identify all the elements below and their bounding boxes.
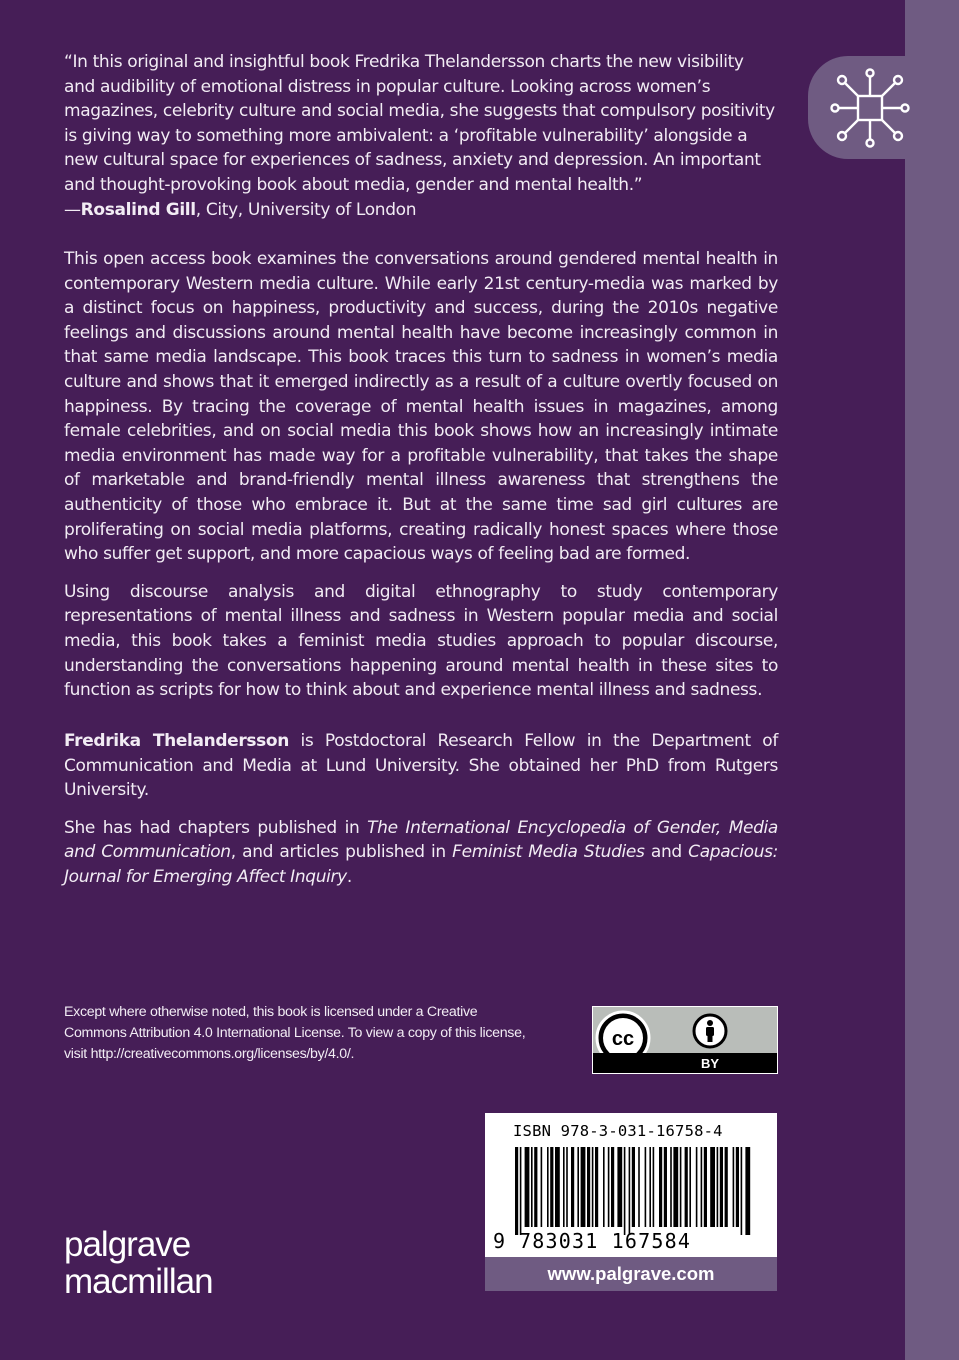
barcode-bar	[717, 1147, 719, 1227]
barcode-bar	[566, 1147, 568, 1227]
creative-commons-icon	[597, 1012, 649, 1053]
barcode-bar	[741, 1147, 743, 1235]
barcode-bar	[515, 1147, 518, 1235]
barcode-bar	[670, 1147, 672, 1227]
barcode-bar	[608, 1147, 610, 1227]
barcode-bar	[595, 1147, 598, 1227]
barcode-bar	[581, 1147, 586, 1227]
author-bio-paragraph	[64, 729, 778, 803]
description-paragraph-2: Using discourse analysis and digital ethnography to study contemporary representations of mental illness and sadness in Western popular media and social media, this book takes a feminist media studies approach to popular discourse, understanding the conversations happening around mental health in these sites to function as scripts for how to think about and experience mental illness and sadness.	[64, 581, 778, 701]
barcode-bar	[563, 1147, 565, 1227]
barcode-bar	[571, 1147, 574, 1227]
barcode-bar	[547, 1147, 549, 1227]
pub-mid-1: , and articles published in	[230, 842, 453, 863]
barcode-bar	[673, 1147, 678, 1227]
author-bio-text: is Postdoctoral Research Fellow in the Department of Communication and Media at Lund University. She obtained her PhD from Rutgers University.	[64, 731, 778, 801]
barcode-bar	[525, 1147, 530, 1227]
barcode-bar	[550, 1147, 553, 1227]
barcode-bar	[733, 1147, 735, 1227]
barcode-bar	[645, 1147, 647, 1227]
barcode-bar	[664, 1147, 667, 1227]
barcode-bar	[587, 1147, 590, 1227]
pub-title-encyclopedia: The International Encyclopedia of Gender, Media and Communication	[64, 817, 778, 863]
publisher-badge	[808, 56, 959, 159]
barcode-bar	[577, 1147, 579, 1227]
author-name: Fredrika Thelandersson	[64, 731, 290, 751]
barcode-bar	[685, 1147, 688, 1227]
author-publications	[64, 816, 778, 890]
pub-mid-2: and	[644, 842, 689, 863]
barcode-bar	[659, 1147, 662, 1227]
barcode-bar	[680, 1147, 682, 1227]
barcode-bar	[720, 1147, 723, 1227]
isbn-barcode	[485, 1113, 777, 1257]
quote-text: “In this original and insightful book Fredrika Thelandersson charts the new visibility and audibility of emotional distress in popular culture. Looking across women’s magazines, celebrity culture and social media, she suggests that compulsory positivity is giving way to something more ambivalent: a ‘profitable vulnerability’ alongside a new cultural space for experiences of sadness, anxiety and depression. An important and thought-provoking book about media, gender and mental health.”	[64, 52, 775, 195]
quote-endorser	[64, 198, 778, 223]
barcode-bar	[696, 1147, 698, 1227]
endorsement-quote	[64, 50, 778, 222]
barcode-bar	[603, 1147, 605, 1227]
barcode-bar	[649, 1147, 651, 1227]
pub-title-feminist-media-studies: Feminist Media Studies	[452, 842, 645, 863]
barcode-bar	[725, 1147, 728, 1227]
pub-title-capacious: Capacious: Journal for Emerging Affect Inquiry	[64, 842, 778, 887]
description-paragraph-1: This open access book examines the conversations around gendered mental health in contemporary Western media culture. While early 21st century-media was marked by a distinct focus on happiness, productivity and success, during the 2010s negative feelings and discussions around mental health have become increasingly common in that same media landscape. This book traces this turn to sadness in women’s media culture and shows that it emerged indirectly as a result of a culture overtly focused on happiness. By tracing the coverage of mental health issues in magazines, among female celebrities, and on social media this book shows how an increasingly intimate media environment has made way for a profitable vulnerability, that takes the shape of marketable and brand-friendly mental illness awareness that strengthens the authenticity of those who embrace it. But at the same time sad girl cultures are proliferating on social media platforms, creating radically honest spaces where those who suffer get support, and more capacious ways of feeling bad are formed.	[64, 249, 778, 565]
author-bio	[64, 729, 778, 890]
publisher-logo	[64, 1226, 213, 1300]
palgrave-network-icon	[830, 68, 910, 148]
endorser-affiliation: , City, University of London	[195, 199, 417, 220]
barcode-bar	[531, 1147, 533, 1227]
barcode-bar	[534, 1147, 537, 1227]
barcode-bar	[632, 1147, 635, 1227]
barcode-bar	[617, 1147, 622, 1227]
spine-strip	[905, 0, 959, 1360]
cc-by-badge[interactable]	[592, 1006, 778, 1074]
quote-dash: —	[64, 199, 81, 220]
barcode-bar	[611, 1147, 614, 1227]
cc-label: cc	[611, 1028, 635, 1050]
barcode-bar	[592, 1147, 594, 1227]
barcode-bar	[624, 1147, 626, 1235]
barcode-bar	[638, 1147, 640, 1227]
barcode-bar	[653, 1147, 655, 1227]
isbn-digits: 783031 167584	[519, 1229, 692, 1253]
cc-by-label: BY	[700, 1056, 720, 1071]
barcode-bar	[701, 1147, 703, 1227]
barcode-bar	[555, 1147, 560, 1227]
barcode-bar	[736, 1147, 739, 1227]
publisher-line-2: macmillan	[64, 1262, 213, 1301]
pub-intro: She has had chapters published in	[64, 817, 368, 838]
endorser-name: Rosalind Gill	[80, 199, 196, 220]
publisher-url[interactable]: www.palgrave.com	[485, 1257, 777, 1291]
barcode-bar	[710, 1147, 715, 1227]
pub-end: .	[346, 866, 352, 887]
book-description	[64, 247, 778, 703]
barcode-bar	[689, 1147, 691, 1227]
barcode-bar	[629, 1147, 631, 1235]
barcode-bars	[485, 1147, 777, 1237]
barcode-bar	[541, 1147, 543, 1227]
attribution-person-icon	[694, 1015, 726, 1047]
barcode-bar	[745, 1147, 750, 1235]
isbn-lead-digit: 9	[493, 1229, 506, 1253]
barcode-bar	[704, 1147, 707, 1227]
license-notice: Except where otherwise noted, this book is licensed under a Creative Commons Attribution 4.0 International License. To view a copy of this license, visit http://creativecommons.org/licenses/by/4.0/.	[64, 1004, 526, 1062]
barcode-bar	[520, 1147, 522, 1235]
publisher-line-1: palgrave	[64, 1225, 191, 1264]
isbn-label: ISBN 978-3-031-16758-4	[513, 1122, 723, 1140]
